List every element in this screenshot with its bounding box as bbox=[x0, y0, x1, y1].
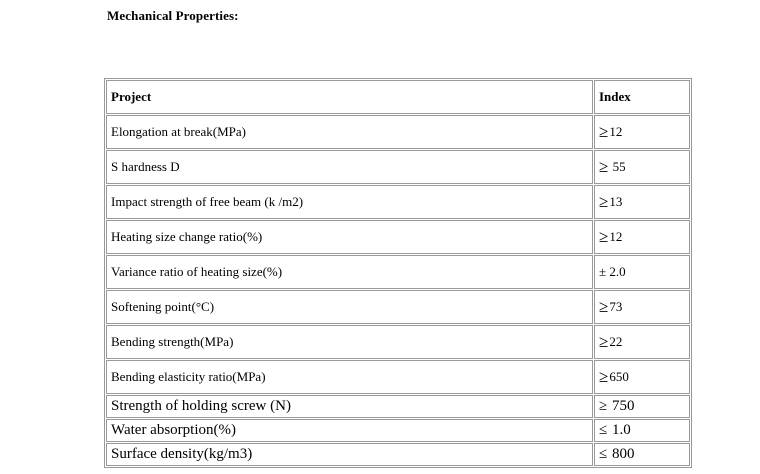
table-row bbox=[106, 220, 690, 254]
index-value-cell bbox=[594, 185, 690, 219]
mechanical-properties-table bbox=[104, 78, 692, 468]
property-name-cell: Softening point(°C) bbox=[106, 290, 593, 324]
table-row bbox=[106, 360, 690, 394]
index-value-cell bbox=[594, 220, 690, 254]
property-name-cell: Strength of holding screw (N) bbox=[106, 395, 593, 418]
index-value: 650 bbox=[609, 369, 629, 384]
index-value: 2.0 bbox=[606, 264, 626, 279]
table-row bbox=[106, 115, 690, 149]
comparison-symbol: ≥ bbox=[599, 157, 609, 176]
property-name-cell: Elongation at break(MPa) bbox=[106, 115, 593, 149]
comparison-symbol: ≥ bbox=[599, 192, 609, 211]
index-value-cell bbox=[594, 325, 690, 359]
header-index: Index bbox=[594, 80, 690, 114]
index-value-cell bbox=[594, 443, 690, 466]
index-value-cell bbox=[594, 395, 690, 418]
property-name-cell: Water absorption(%) bbox=[106, 419, 593, 442]
comparison-symbol: ± bbox=[599, 264, 607, 279]
index-value-cell bbox=[594, 150, 690, 184]
index-value-cell bbox=[594, 255, 690, 289]
comparison-symbol: ≥ bbox=[599, 297, 609, 316]
property-name-cell: S hardness D bbox=[106, 150, 593, 184]
table-header-row bbox=[106, 80, 690, 114]
property-name-cell: Impact strength of free beam (k /m2) bbox=[106, 185, 593, 219]
property-name-cell: Bending strength(MPa) bbox=[106, 325, 593, 359]
table-row bbox=[106, 255, 690, 289]
table-row bbox=[106, 325, 690, 359]
table-body bbox=[106, 80, 690, 466]
index-value-cell bbox=[594, 290, 690, 324]
comparison-symbol: ≤ bbox=[599, 422, 608, 438]
property-name-cell: Variance ratio of heating size(%) bbox=[106, 255, 593, 289]
index-value: 55 bbox=[609, 159, 626, 174]
comparison-symbol: ≥ bbox=[599, 122, 609, 141]
property-name-cell: Bending elasticity ratio(MPa) bbox=[106, 360, 593, 394]
table-row bbox=[106, 290, 690, 324]
comparison-symbol: ≥ bbox=[599, 367, 609, 386]
index-value: 13 bbox=[609, 194, 623, 209]
index-value: 800 bbox=[608, 446, 635, 462]
index-value: 12 bbox=[609, 124, 623, 139]
property-name-cell: Heating size change ratio(%) bbox=[106, 220, 593, 254]
index-value-cell bbox=[594, 360, 690, 394]
comparison-symbol: ≥ bbox=[599, 332, 609, 351]
index-value: 12 bbox=[609, 229, 623, 244]
table-row bbox=[106, 443, 690, 466]
index-value: 73 bbox=[609, 299, 623, 314]
index-value-cell bbox=[594, 419, 690, 442]
header-project: Project bbox=[106, 80, 593, 114]
table-row bbox=[106, 185, 690, 219]
table-row bbox=[106, 419, 690, 442]
comparison-symbol: ≥ bbox=[599, 227, 609, 246]
comparison-symbol: ≤ bbox=[599, 446, 608, 462]
section-heading: Mechanical Properties: bbox=[107, 8, 239, 23]
index-value-cell bbox=[594, 115, 690, 149]
index-value: 22 bbox=[609, 334, 623, 349]
comparison-symbol: ≥ bbox=[599, 398, 608, 414]
index-value: 1.0 bbox=[608, 422, 631, 438]
index-value: 750 bbox=[608, 398, 635, 414]
table-row bbox=[106, 395, 690, 418]
table-row bbox=[106, 150, 690, 184]
property-name-cell: Surface density(kg/m3) bbox=[106, 443, 593, 466]
